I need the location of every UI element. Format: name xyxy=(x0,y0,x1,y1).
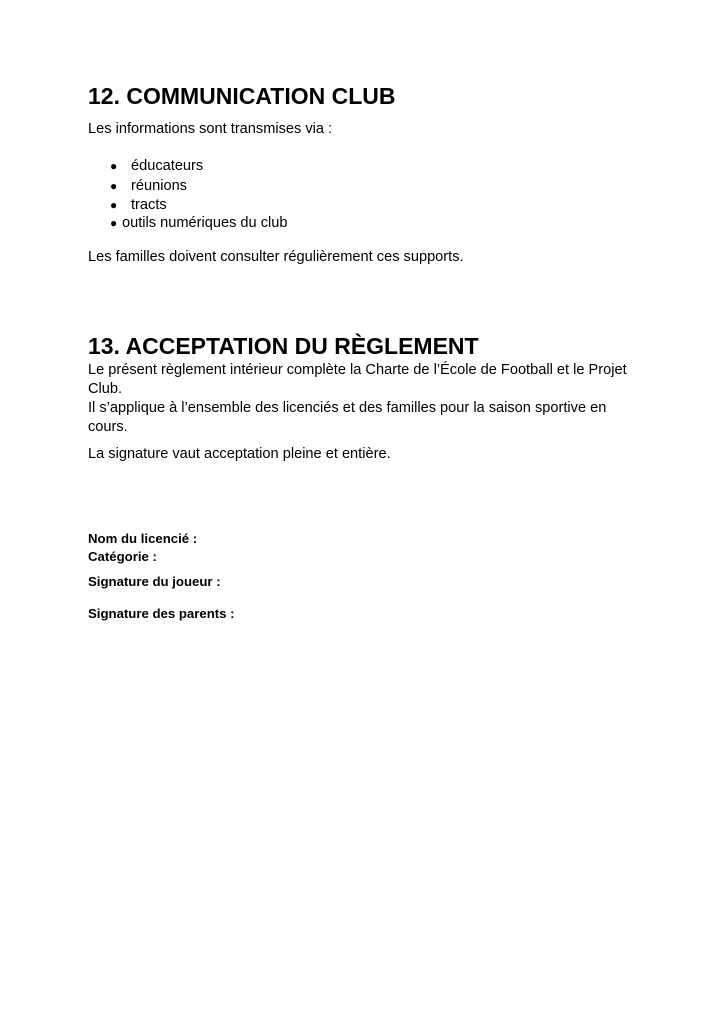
section-13-paragraph-line: Le présent règlement intérieur complète la Charte de l’École de Football et le Projet xyxy=(88,362,627,378)
bullet-icon: ● xyxy=(110,198,118,212)
section-13-paragraph-line: cours. xyxy=(88,419,128,435)
bullet-label: réunions xyxy=(131,178,187,194)
parents-signature-label: Signature des parents : xyxy=(88,606,235,621)
bullet-icon: ● xyxy=(110,216,118,230)
bullet-item xyxy=(110,214,288,233)
section-13-paragraph-line: Il s’applique à l’ensemble des licenciés et des familles pour la saison sportive en xyxy=(88,400,607,416)
section-13-paragraph-line: Club. xyxy=(88,381,123,397)
section-12-intro: Les informations sont transmises via : xyxy=(88,121,333,137)
section-12-title: 12. COMMUNICATION CLUB xyxy=(88,83,396,109)
bullet-item xyxy=(110,157,203,176)
bullet-label: éducateurs xyxy=(131,158,204,174)
licensee-name-label: Nom du licencié : xyxy=(88,531,198,546)
section-13-title: 13. ACCEPTATION DU RÈGLEMENT xyxy=(88,333,479,359)
bullet-label: outils numériques du club xyxy=(122,215,288,231)
category-label: Catégorie : xyxy=(88,549,157,564)
section-12-closing: Les familles doivent consulter régulièrement ces supports. xyxy=(88,249,464,265)
player-signature-label: Signature du joueur : xyxy=(88,574,221,589)
bullet-icon: ● xyxy=(110,179,118,193)
bullet-icon: ● xyxy=(110,159,118,173)
bullet-item xyxy=(110,177,187,196)
bullet-item xyxy=(110,196,167,215)
section-13-acceptance-text: La signature vaut acceptation pleine et entière. xyxy=(88,446,391,462)
bullet-label: tracts xyxy=(131,197,167,213)
